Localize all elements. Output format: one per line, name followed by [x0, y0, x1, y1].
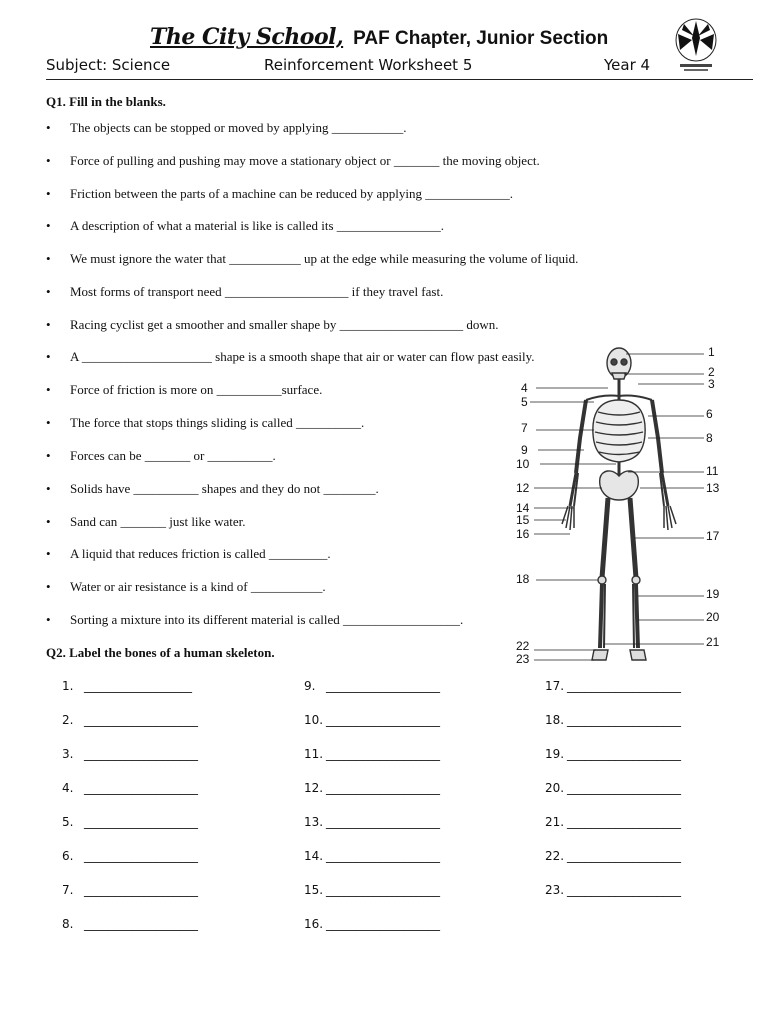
answer-number: 6. [62, 849, 74, 863]
skeleton-label: 10 [516, 457, 530, 471]
answer-blank[interactable]: ___________________ [84, 747, 198, 761]
answer-line[interactable] [62, 815, 198, 829]
skeleton-label: 2 [708, 365, 715, 379]
answer-line[interactable] [304, 679, 440, 693]
answer-blank[interactable]: ___________________ [84, 781, 198, 795]
answer-number: 7. [62, 883, 74, 897]
answer-line[interactable] [62, 917, 198, 931]
header-divider [46, 79, 753, 80]
worksheet-title: Reinforcement Worksheet 5 [264, 56, 473, 74]
answer-blank[interactable]: ___________________ [84, 815, 198, 829]
year-label: Year 4 [604, 56, 651, 74]
bullet-icon: • [46, 284, 51, 299]
q1-item-text: Solids have __________ shapes and they do not ________. [70, 481, 379, 496]
q1-item-text: Most forms of transport need ___________________ if they travel fast. [70, 284, 444, 299]
answer-blank[interactable]: ___________________ [567, 747, 681, 761]
bullet-icon: • [46, 120, 51, 135]
bullet-icon: • [46, 153, 51, 168]
q1-title: Q1. Fill in the blanks. [46, 94, 166, 109]
answer-line[interactable] [304, 747, 440, 761]
answer-line[interactable] [62, 781, 198, 795]
q1-item-text: A description of what a material is like is called its ________________. [70, 218, 445, 233]
answer-line[interactable] [545, 781, 681, 795]
answer-line[interactable] [304, 713, 440, 727]
answer-line[interactable] [304, 781, 440, 795]
skeleton-label: 3 [708, 377, 715, 391]
skeleton-label: 21 [706, 635, 720, 649]
answer-blank[interactable]: ___________________ [567, 713, 681, 727]
bullet-icon: • [46, 612, 51, 627]
answer-number: 13. [304, 815, 324, 829]
answer-number: 15. [304, 883, 324, 897]
answer-line[interactable] [545, 815, 681, 829]
answer-number: 18. [545, 713, 565, 727]
bullet-icon: • [46, 579, 51, 594]
skeleton-label: 14 [516, 501, 530, 515]
answer-line[interactable] [304, 917, 440, 931]
skeleton-label: 1 [708, 345, 715, 359]
bullet-icon: • [46, 481, 51, 496]
answer-line[interactable] [62, 679, 192, 693]
answer-blank[interactable]: ___________________ [84, 713, 198, 727]
q1-item-text: A liquid that reduces friction is called _________. [70, 546, 331, 561]
skeleton-label: 7 [521, 421, 528, 435]
answer-number: 1. [62, 679, 74, 693]
q1-item-text: Racing cyclist get a smoother and smaller shape by ___________________ down. [70, 317, 499, 332]
answer-blank[interactable]: ___________________ [326, 679, 440, 693]
subject-label: Subject: Science [46, 56, 171, 74]
skeleton-label: 18 [516, 572, 530, 586]
answer-blank[interactable]: ___________________ [326, 883, 440, 897]
bullet-icon: • [46, 415, 51, 430]
skeleton-label: 11 [706, 464, 719, 478]
skeleton-label: 17 [706, 529, 720, 543]
bullet-icon: • [46, 514, 51, 529]
answer-blank[interactable]: ___________________ [567, 679, 681, 693]
answer-line[interactable] [545, 849, 681, 863]
answer-line[interactable] [304, 883, 440, 897]
q1-item-text: Sorting a mixture into its different material is called __________________. [70, 612, 464, 627]
answer-line[interactable] [62, 747, 198, 761]
bullet-icon: • [46, 546, 51, 561]
answer-number: 16. [304, 917, 324, 931]
skeleton-label: 6 [706, 407, 713, 421]
answer-number: 20. [545, 781, 565, 795]
q1-item-text: Force of friction is more on __________surface. [70, 382, 323, 397]
answer-blank[interactable]: ___________________ [84, 849, 198, 863]
answer-blank[interactable]: ___________________ [326, 747, 440, 761]
q1-item-text: Water or air resistance is a kind of ___________. [70, 579, 326, 594]
chapter-name: PAF Chapter, Junior Section [353, 28, 609, 49]
bullet-icon: • [46, 448, 51, 463]
answer-blank[interactable]: ___________________ [84, 883, 198, 897]
q1-item-text: The objects can be stopped or moved by applying ___________. [70, 120, 407, 135]
answer-number: 10. [304, 713, 324, 727]
q1-item-text: Forces can be _______ or __________. [70, 448, 276, 463]
answer-number: 21. [545, 815, 565, 829]
answer-number: 4. [62, 781, 74, 795]
answer-line[interactable] [304, 815, 440, 829]
answer-blank[interactable]: ___________________ [326, 781, 440, 795]
answer-line[interactable] [545, 679, 681, 693]
answer-line[interactable] [62, 713, 198, 727]
skeleton-label: 22 [516, 639, 530, 653]
bullet-icon: • [46, 218, 51, 233]
page-header [150, 24, 608, 50]
bullet-icon: • [46, 317, 51, 332]
answer-number: 19. [545, 747, 565, 761]
q1-item-text: We must ignore the water that ___________ up at the edge while measuring the volume of liquid. [70, 251, 579, 266]
q1-item-text: A ____________________ shape is a smooth shape that air or water can flow past easily. [70, 349, 535, 364]
answer-blank[interactable]: ___________________ [567, 781, 681, 795]
answer-number: 23. [545, 883, 565, 897]
answer-line[interactable] [545, 713, 681, 727]
bullet-icon: • [46, 186, 51, 201]
q1-item-text: Friction between the parts of a machine can be reduced by applying _____________. [70, 186, 513, 201]
answer-blank[interactable]: ___________________ [567, 883, 681, 897]
answer-number: 12. [304, 781, 324, 795]
answer-number: 9. [304, 679, 316, 693]
skeleton-label: 20 [706, 610, 720, 624]
q2-title: Q2. Label the bones of a human skeleton. [46, 645, 275, 660]
skeleton-label: 9 [521, 443, 528, 457]
answer-blank[interactable]: ___________________ [567, 849, 681, 863]
answer-number: 8. [62, 917, 74, 931]
answer-line[interactable] [62, 883, 198, 897]
q1-item-text: Sand can _______ just like water. [70, 514, 246, 529]
skeleton-label: 23 [516, 652, 530, 666]
answer-line[interactable] [62, 849, 198, 863]
answer-number: 5. [62, 815, 74, 829]
answer-line[interactable] [304, 849, 440, 863]
skeleton-label: 19 [706, 587, 720, 601]
bullet-icon: • [46, 382, 51, 397]
answer-blank[interactable]: __________________ [84, 679, 192, 693]
answer-line[interactable] [545, 883, 681, 897]
answer-number: 11. [304, 747, 324, 761]
q1-item-text: Force of pulling and pushing may move a stationary object or _______ the moving object. [70, 153, 540, 168]
answer-number: 22. [545, 849, 565, 863]
answer-number: 3. [62, 747, 74, 761]
q1-item-text: The force that stops things sliding is called __________. [70, 415, 365, 430]
subheader [46, 56, 724, 78]
skeleton-label: 8 [706, 431, 713, 445]
skeleton-label: 4 [521, 381, 528, 395]
skeleton-label: 12 [516, 481, 530, 495]
skeleton-label: 16 [516, 527, 530, 541]
answer-blank[interactable]: ___________________ [84, 917, 198, 931]
skeleton-label: 13 [706, 481, 720, 495]
skeleton-label: 5 [521, 395, 528, 409]
answer-number: 2. [62, 713, 74, 727]
skeleton-label: 15 [516, 513, 530, 527]
answer-number: 17. [545, 679, 565, 693]
answer-blank[interactable]: ___________________ [326, 713, 440, 727]
answer-number: 14. [304, 849, 324, 863]
answer-blank[interactable]: ___________________ [326, 917, 440, 931]
answer-line[interactable] [545, 747, 681, 761]
answer-blank[interactable]: ___________________ [326, 815, 440, 829]
school-name: The City School, [150, 24, 344, 50]
bullet-icon: • [46, 251, 51, 266]
bullet-icon: • [46, 349, 51, 364]
answer-blank[interactable]: ___________________ [326, 849, 440, 863]
answer-blank[interactable]: ___________________ [567, 815, 681, 829]
